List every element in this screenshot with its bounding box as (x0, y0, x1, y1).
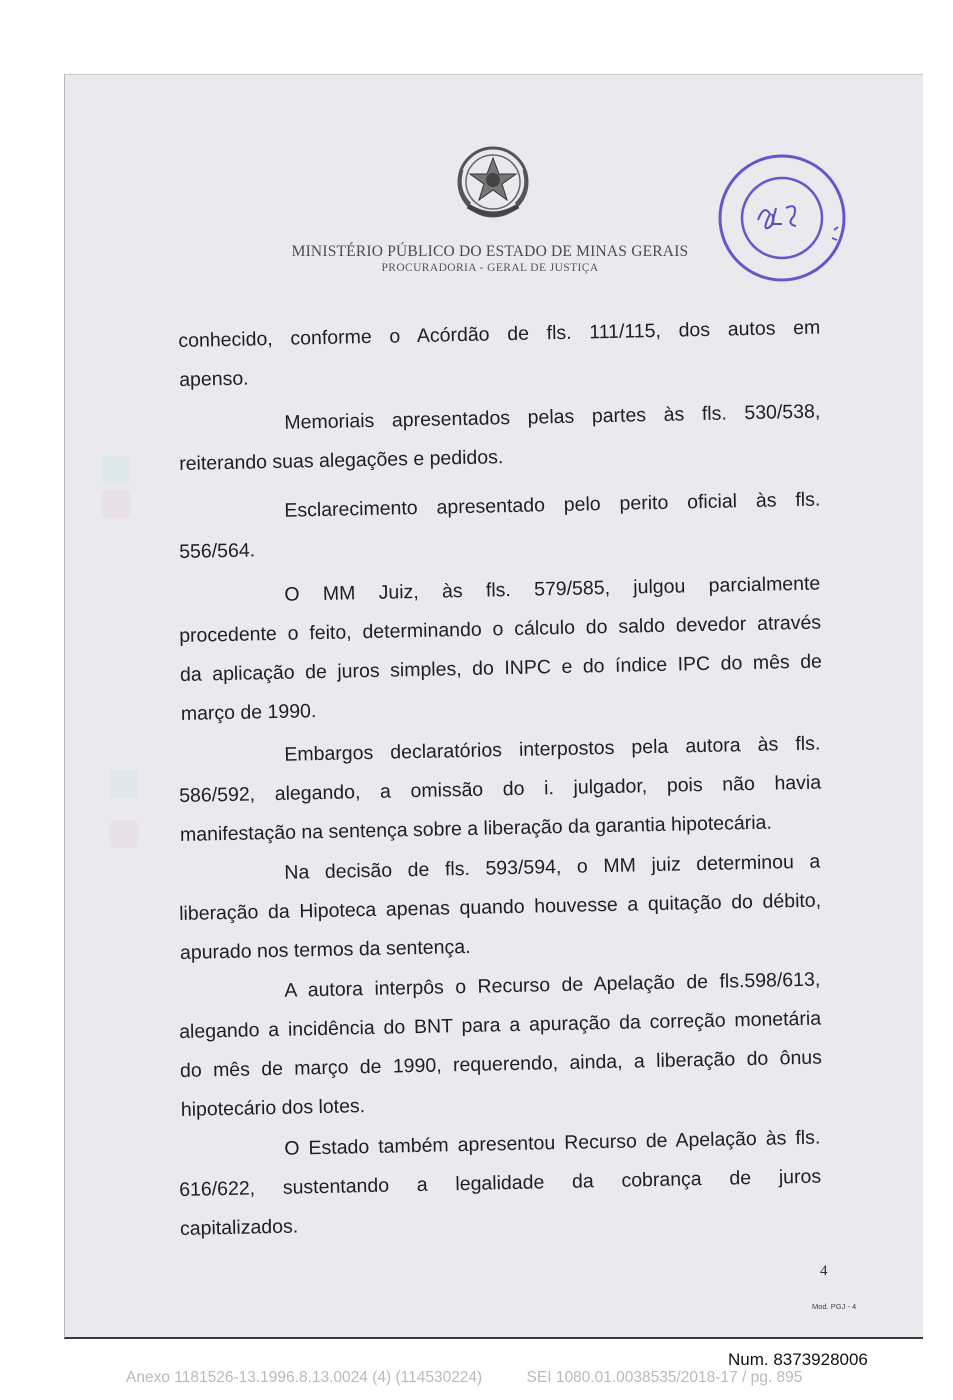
footer-left: Anexo 1181526-13.1996.8.13.0024 (4) (114530224) (126, 1369, 483, 1386)
text-line: reiterando suas alegações e pedidos. (178, 446, 504, 475)
page-number: 4 (820, 1263, 828, 1279)
text-line: hipotecário dos lotes. (180, 1095, 366, 1121)
paragraph (178, 961, 823, 1130)
text-line: Na decisão de fls. 593/594, o MM juiz determinou a (284, 850, 821, 884)
scan-artifact (110, 820, 138, 848)
coat-of-arms-seal-icon (448, 140, 538, 230)
paragraph (178, 565, 823, 734)
scan-artifact (102, 490, 130, 518)
text-line: Esclarecimento apresentado pelo perito oficial às fls. (284, 488, 821, 522)
header-subtitle: PROCURADORIA - GERAL DE JUSTIÇA (381, 262, 599, 274)
model-code: Mod. PGJ - 4 (812, 1302, 857, 1311)
text-line: Memoriais apresentados pelas partes às fls. 530/538, (284, 400, 821, 434)
header-title: MINISTÉRIO PÚBLICO DO ESTADO DE MINAS GERAIS (291, 243, 689, 260)
paragraph (178, 725, 822, 855)
text-line: apenso. (178, 367, 249, 391)
text-line: manifestação na sentença sobre a liberação da garantia hipotecária. (179, 811, 773, 846)
text-line: O MM Juiz, às fls. 579/585, julgou parcialmente (284, 572, 821, 606)
text-line: procedente o feito, determinando o cálculo do saldo devedor através (178, 611, 822, 647)
paragraph (178, 393, 821, 484)
text-line: Embargos declaratórios interpostos pela autora às fls. (284, 732, 821, 766)
text-line: capitalizados. (179, 1215, 299, 1240)
document-number: Num. 8373928006 (728, 1350, 868, 1369)
text-line: do mês de março de 1990, requerendo, ainda, a liberação do ônus (179, 1046, 823, 1082)
text-line: da aplicação de juros simples, do INPC e do índice IPC do mês de (179, 650, 823, 686)
text-line: 616/622, sustentando a legalidade da cobrança de juros (178, 1165, 822, 1201)
footer-right: SEI 1080.01.0038535/2018-17 / pg. 895 (526, 1369, 803, 1386)
text-line: 556/564. (178, 539, 256, 563)
text-line: alegando a incidência do BNT para a apuração da correção monetária (178, 1007, 822, 1043)
text-line: liberação da Hipoteca apenas quando houvesse a quitação do débito, (178, 889, 822, 925)
scan-artifact (102, 456, 130, 484)
text-line: março de 1990. (180, 700, 317, 725)
paragraph (178, 309, 821, 400)
paragraph (178, 481, 821, 572)
paragraph (178, 1119, 822, 1249)
footer (126, 1369, 802, 1387)
text-line: conhecido, conforme o Acórdão de fls. 111/115, dos autos em (178, 316, 821, 352)
text-line: A autora interpôs o Recurso de Apelação de fls.598/613, (284, 968, 821, 1002)
scan-artifact (110, 770, 138, 798)
paragraph (178, 843, 822, 973)
text-line: 586/592, alegando, a omissão do i. julgador, pois não havia (178, 771, 822, 807)
court-stamp-icon (712, 148, 852, 288)
text-line: O Estado também apresentou Recurso de Apelação às fls. (284, 1126, 821, 1160)
text-line: apurado nos termos da sentença. (179, 935, 471, 964)
